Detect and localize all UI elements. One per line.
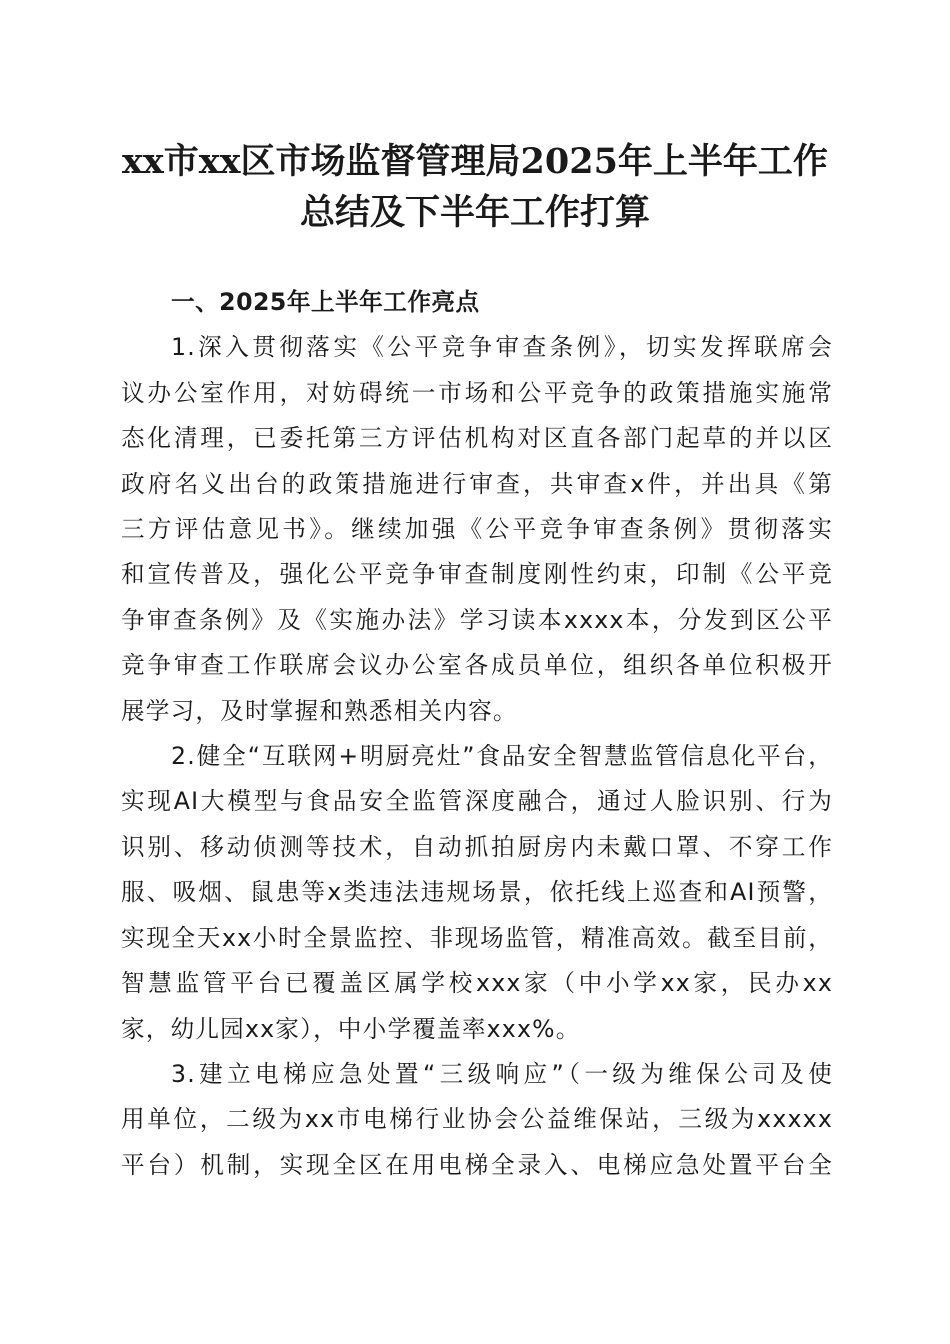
section-heading: 一、2025年上半年工作亮点	[171, 288, 480, 316]
paragraph-line: 和宣传普及，强化公平竞争审查制度刚性约束，印制《公平竞	[121, 560, 833, 589]
paragraph-line: 议办公室作用，对妨碍统一市场和公平竞争的政策措施实施常	[121, 378, 833, 407]
paragraph-line: 家，幼儿园xx家），中小学覆盖率xxx%。	[121, 1014, 581, 1043]
title-line-2: 总结及下半年工作打算	[299, 192, 650, 233]
paragraph-line: 用单位，二级为xx市电梯行业协会公益维保站，三级为xxxxx	[121, 1105, 833, 1134]
paragraph-line: 政府名义出台的政策措施进行审查，共审查x件，并出具《第	[121, 469, 833, 498]
paragraph-line: 实现AI大模型与食品安全监管深度融合，通过人脸识别、行为	[121, 787, 833, 816]
paragraph-3	[121, 1052, 833, 1188]
paragraph-line: 3.建立电梯应急处置“三级响应”（一级为维保公司及使	[171, 1059, 833, 1088]
paragraph-line: 竞争审查工作联席会议办公室各成员单位，组织各单位积极开	[121, 651, 833, 680]
paragraph-line: 智慧监管平台已覆盖区属学校xxx家（中小学xx家，民办xx	[121, 969, 833, 998]
paragraph-1	[121, 325, 833, 734]
paragraph-line: 三方评估意见书》。继续加强《公平竞争审查条例》贯彻落实	[121, 515, 833, 544]
paragraph-line: 服、吸烟、鼠患等x类违法违规场景，依托线上巡查和AI预警，	[121, 878, 833, 907]
document-body	[121, 280, 833, 1188]
paragraph-line: 平台）机制，实现全区在用电梯全录入、电梯应急处置平台全	[121, 1150, 833, 1179]
paragraph-line: 2.健全“互联网+明厨亮灶”食品安全智慧监管信息化平台，	[171, 742, 833, 771]
paragraph-line: 1.深入贯彻落实《公平竞争审查条例》，切实发挥联席会	[171, 333, 833, 362]
paragraph-line: 争审查条例》及《实施办法》学习读本xxxx本，分发到区公平	[121, 605, 833, 634]
paragraph-line: 实现全天xx小时全景监控、非现场监管，精准高效。截至目前，	[121, 923, 833, 952]
paragraph-line: 识别、移动侦测等技术，自动抓拍厨房内未戴口罩、不穿工作	[121, 832, 833, 861]
paragraph-line: 展学习，及时掌握和熟悉相关内容。	[121, 696, 518, 725]
document-title	[100, 136, 850, 238]
paragraph-2	[121, 734, 833, 1052]
title-line-1: xx市xx区市场监督管理局2025年上半年工作	[122, 141, 828, 182]
paragraph-line: 态化清理，已委托第三方评估机构对区直各部门起草的并以区	[121, 424, 833, 453]
